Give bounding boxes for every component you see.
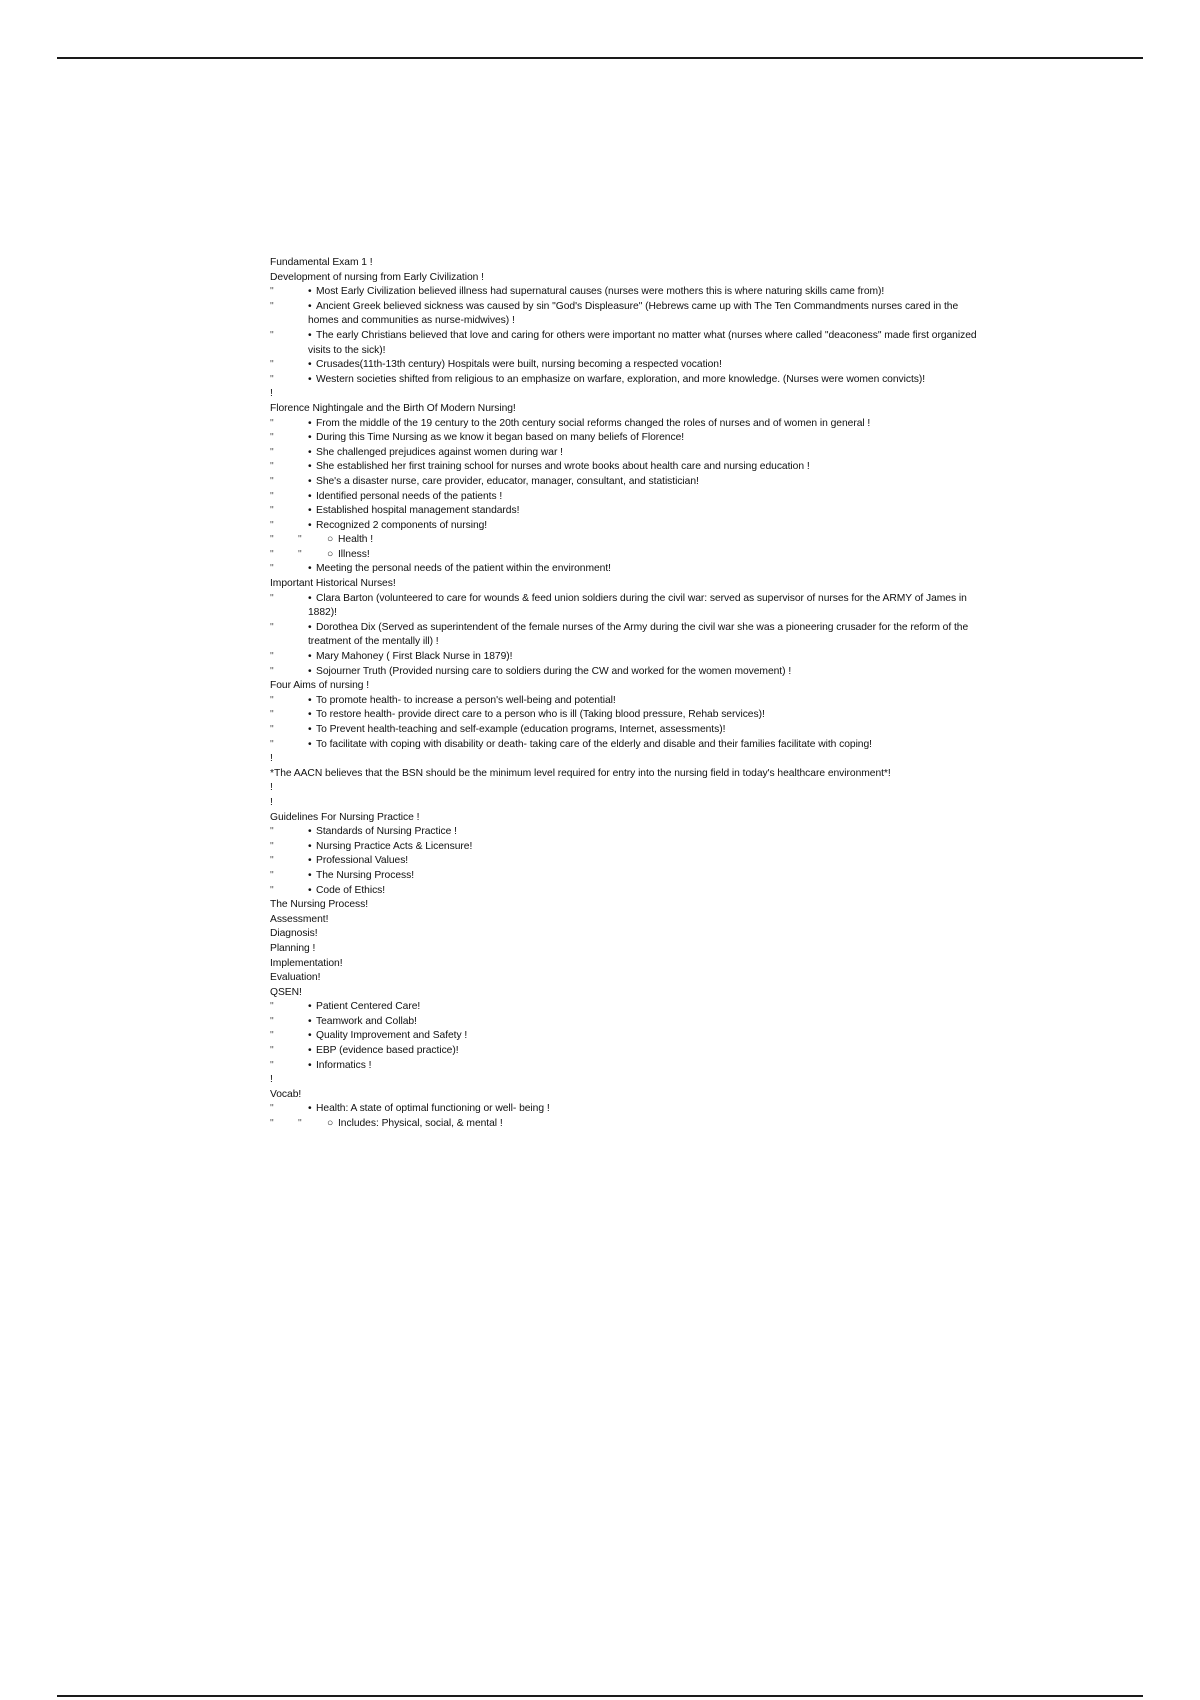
list-item-text: Western societies shifted from religious to an emphasize on warfare, exploration, and more knowledge. (Nurses were women convicts)!: [316, 373, 926, 385]
list-item-text: Standards of Nursing Practice !: [316, 826, 457, 838]
list-item: [270, 694, 982, 709]
sub-list-item-text: Includes: Physical, social, & mental !: [338, 1118, 503, 1130]
bullet-icon: •: [308, 490, 312, 502]
bullet-icon: •: [308, 359, 312, 371]
list-item: [270, 285, 982, 300]
bottom-rule: [57, 1695, 1143, 1697]
quote-marker: ": [270, 446, 274, 458]
quote-marker: ": [270, 724, 274, 735]
bullet-icon: •: [308, 826, 312, 838]
circle-bullet-icon: ○: [327, 1118, 334, 1130]
spacer-line: !: [270, 388, 273, 400]
list-item-text: She established her first training school for nurses and wrote books about health care and nursing education !: [316, 461, 810, 473]
sub-list-item-text: Illness!: [338, 548, 370, 560]
list-item: [270, 840, 982, 855]
bullet-icon: •: [308, 855, 312, 867]
quote-marker: ": [270, 534, 274, 546]
quote-marker: ": [270, 417, 274, 429]
list-item: [270, 446, 982, 461]
section-heading: Important Historical Nurses!: [270, 578, 396, 590]
bullet-icon: •: [308, 709, 312, 721]
list-item-text: The Nursing Process!: [316, 869, 415, 881]
list-item-text: During this Time Nursing as we know it began based on many beliefs of Florence!: [316, 432, 685, 444]
list-item: [270, 562, 982, 577]
list-item-text: Teamwork and Collab!: [316, 1015, 417, 1027]
list-item-text: She challenged prejudices against women during war !: [316, 446, 563, 458]
document-title: Fundamental Exam 1 !: [270, 257, 373, 268]
list-item-text: Established hospital management standards!: [316, 505, 520, 517]
bullet-icon: •: [308, 840, 312, 852]
list-item: [270, 373, 982, 388]
bullet-icon: •: [308, 563, 312, 575]
list-item: [270, 519, 982, 534]
bullet-icon: •: [308, 432, 312, 444]
quote-marker: ": [298, 534, 302, 546]
bullet-icon: •: [308, 519, 312, 531]
quote-marker: ": [270, 1001, 274, 1013]
list-item-text: Recognized 2 components of nursing!: [316, 519, 488, 531]
bullet-icon: •: [308, 869, 312, 881]
list-item: [270, 1029, 982, 1044]
bullet-icon: •: [308, 1030, 312, 1042]
list-item: [270, 475, 982, 490]
bullet-icon: •: [308, 300, 312, 312]
list-item: [270, 358, 982, 373]
document-body: [270, 256, 982, 1132]
list-item: [270, 665, 982, 680]
circle-bullet-icon: ○: [327, 534, 334, 546]
sub-list-item: [270, 533, 982, 548]
section-heading: Four Aims of nursing !: [270, 680, 370, 692]
quote-marker: ": [270, 709, 274, 721]
section-heading: Planning !: [270, 942, 316, 954]
section-heading: Evaluation!: [270, 972, 321, 984]
list-item: [270, 1059, 982, 1074]
list-item: [270, 431, 982, 446]
list-item: [270, 738, 982, 753]
spacer-line: !: [270, 782, 273, 794]
list-item-text: Health: A state of optimal functioning or well- being !: [316, 1103, 550, 1115]
bullet-icon: •: [308, 651, 312, 663]
list-item-text: To restore health- provide direct care to a person who is ill (Taking blood pressure, Rehab services)!: [316, 709, 765, 721]
section-heading: Development of nursing from Early Civilization !: [270, 271, 484, 283]
bullet-icon: •: [308, 1015, 312, 1027]
bullet-icon: •: [308, 417, 312, 429]
bullet-icon: •: [308, 373, 312, 385]
quote-marker: ": [270, 1045, 274, 1057]
section-heading: Florence Nightingale and the Birth Of Modern Nursing!: [270, 402, 516, 414]
quote-marker: ": [270, 840, 274, 852]
bullet-icon: •: [308, 286, 312, 298]
quote-marker: ": [270, 329, 274, 341]
quote-marker: ": [270, 855, 274, 867]
sub-list-item: [270, 1117, 982, 1132]
list-item: [270, 504, 982, 519]
list-item: [270, 592, 982, 621]
spacer-line: !: [270, 753, 273, 765]
bullet-icon: •: [308, 1045, 312, 1057]
bullet-icon: •: [308, 592, 312, 604]
bullet-icon: •: [308, 1103, 312, 1115]
quote-marker: ": [270, 1118, 274, 1130]
bullet-icon: •: [308, 738, 312, 750]
section-heading: The Nursing Process!: [270, 899, 369, 911]
list-item-text: Code of Ethics!: [316, 884, 386, 896]
quote-marker: ": [270, 548, 274, 560]
quote-marker: ": [270, 300, 274, 312]
list-item-text: To promote health- to increase a person's well-being and potential!: [316, 694, 616, 706]
bullet-icon: •: [308, 1001, 312, 1013]
bullet-icon: •: [308, 1059, 312, 1071]
list-item: [270, 723, 982, 738]
list-item-text: Meeting the personal needs of the patient within the environment!: [316, 563, 611, 575]
list-item-text: To facilitate with coping with disability or death- taking care of the elderly and disable and their families facilitate with coping!: [316, 738, 872, 750]
list-item-text: Ancient Greek believed sickness was caused by sin "God's Displeasure" (Hebrews came up with The Ten Commandments nurses cared in the homes and communities as nurse-midwives) !: [308, 300, 959, 327]
list-item: [270, 1015, 982, 1030]
bullet-icon: •: [308, 446, 312, 458]
list-item: [270, 1000, 982, 1015]
quote-marker: ": [298, 1118, 302, 1130]
quote-marker: ": [270, 826, 274, 838]
list-item-text: Clara Barton (volunteered to care for wounds & feed union soldiers during the civil war: served as supervisor of nurses for the ARMY of James in 1882)!: [308, 592, 967, 619]
quote-marker: ": [270, 665, 274, 677]
list-item-text: Crusades(11th-13th century) Hospitals were built, nursing becoming a respected vocation!: [316, 359, 722, 371]
quote-marker: ": [270, 1103, 274, 1115]
bullet-icon: •: [308, 621, 312, 633]
quote-marker: ": [270, 475, 274, 487]
quote-marker: ": [270, 461, 274, 473]
section-heading: *The AACN believes that the BSN should be the minimum level required for entry into the nursing field in today's healthcare environment*!: [270, 767, 891, 779]
bullet-icon: •: [308, 461, 312, 473]
quote-marker: ": [270, 592, 274, 604]
list-item: [270, 1044, 982, 1059]
list-item: [270, 1102, 982, 1117]
bullet-icon: •: [308, 505, 312, 517]
list-item-text: Quality Improvement and Safety !: [316, 1030, 468, 1042]
quote-marker: ": [270, 1059, 274, 1071]
quote-marker: ": [270, 1030, 274, 1042]
quote-marker: ": [270, 621, 274, 633]
bullet-icon: •: [308, 665, 312, 677]
list-item-text: From the middle of the 19 century to the 20th century social reforms changed the roles of nurses and of women in general !: [316, 417, 871, 429]
sub-list-item-text: Health !: [338, 534, 374, 546]
top-rule: [57, 57, 1143, 59]
list-item: [270, 460, 982, 475]
quote-marker: ": [270, 694, 274, 706]
list-item: [270, 490, 982, 505]
list-item-text: Patient Centered Care!: [316, 1001, 421, 1013]
list-item: [270, 650, 982, 665]
list-item: [270, 708, 982, 723]
list-item-text: Mary Mahoney ( First Black Nurse in 1879)!: [316, 651, 513, 663]
quote-marker: ": [270, 519, 274, 531]
section-heading: Assessment!: [270, 913, 329, 925]
section-heading: Implementation!: [270, 957, 343, 969]
section-heading: Diagnosis!: [270, 928, 318, 940]
bullet-icon: •: [308, 884, 312, 896]
list-item: [270, 417, 982, 432]
bullet-icon: •: [308, 475, 312, 487]
section-heading: Guidelines For Nursing Practice !: [270, 811, 420, 823]
list-item: [270, 621, 982, 650]
quote-marker: ": [270, 884, 274, 896]
list-item: [270, 825, 982, 840]
quote-marker: ": [270, 563, 274, 575]
list-item-text: Informatics !: [316, 1059, 372, 1071]
list-item-text: Professional Values!: [316, 855, 409, 867]
quote-marker: ": [298, 548, 302, 560]
bullet-icon: •: [308, 724, 312, 735]
list-item: [270, 884, 982, 899]
list-item-text: Most Early Civilization believed illness had supernatural causes (nurses were mothers this is where naturing skills came from)!: [316, 286, 885, 298]
list-item: [270, 869, 982, 884]
quote-marker: ": [270, 490, 274, 502]
sub-list-item: [270, 548, 982, 563]
quote-marker: ": [270, 1015, 274, 1027]
list-item: [270, 300, 982, 329]
list-item-text: EBP (evidence based practice)!: [316, 1045, 459, 1057]
circle-bullet-icon: ○: [327, 548, 334, 560]
quote-marker: ": [270, 432, 274, 444]
list-item-text: The early Christians believed that love and caring for others were important no matter what (nurses where called "deaconess" made first organized visits to the sick)!: [308, 329, 977, 356]
quote-marker: ": [270, 286, 274, 298]
list-item-text: Identified personal needs of the patients !: [316, 490, 503, 502]
list-item-text: Sojourner Truth (Provided nursing care to soldiers during the CW and worked for the women movement) !: [316, 665, 792, 677]
bullet-icon: •: [308, 329, 312, 341]
list-item: [270, 329, 982, 358]
list-item-text: Nursing Practice Acts & Licensure!: [316, 840, 473, 852]
spacer-line: !: [270, 796, 273, 808]
quote-marker: ": [270, 738, 274, 750]
quote-marker: ": [270, 869, 274, 881]
list-item-text: She's a disaster nurse, care provider, educator, manager, consultant, and statistician!: [316, 475, 699, 487]
list-item-text: To Prevent health-teaching and self-example (education programs, Internet, assessments)!: [316, 724, 726, 735]
list-item-text: Dorothea Dix (Served as superintendent of the female nurses of the Army during the civil war she was a pioneering crusader for the reform of the treatment of the mentally ill) !: [308, 621, 969, 648]
quote-marker: ": [270, 505, 274, 517]
bullet-icon: •: [308, 694, 312, 706]
list-item: [270, 854, 982, 869]
section-heading: QSEN!: [270, 986, 302, 998]
spacer-line: !: [270, 1074, 273, 1086]
section-heading: Vocab!: [270, 1088, 302, 1100]
quote-marker: ": [270, 373, 274, 385]
quote-marker: ": [270, 359, 274, 371]
quote-marker: ": [270, 651, 274, 663]
